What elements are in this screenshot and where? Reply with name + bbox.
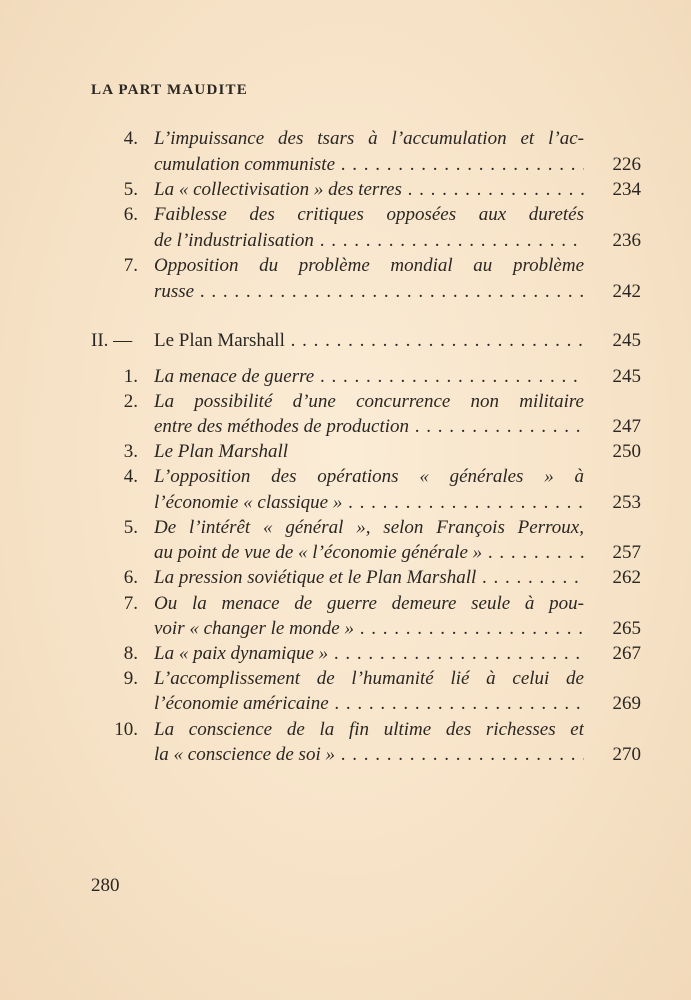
- toc-item-number: 8.: [123, 643, 138, 664]
- toc-line: [0, 567, 691, 593]
- toc-item-number: 1.: [123, 366, 138, 387]
- toc-item-title-continued: au point de vue de « l’économie générale » . . .: [154, 542, 584, 564]
- toc-item-page: 267: [612, 643, 641, 664]
- page-number: 280: [91, 875, 120, 896]
- toc-item-page: 253: [612, 492, 641, 513]
- toc-item-page: 250: [612, 441, 641, 462]
- toc-line: [0, 391, 691, 417]
- toc-line: [0, 744, 691, 770]
- toc-line: [0, 416, 691, 442]
- toc-item-title: La « collectivisation » des terres . . .: [154, 179, 584, 201]
- toc-item-page: 265: [612, 618, 641, 639]
- toc-line: [0, 719, 691, 745]
- toc-item-number: 6.: [123, 204, 138, 225]
- toc-line: [0, 643, 691, 669]
- toc-line: [0, 618, 691, 644]
- toc-item-title: L’impuissance des tsars à l’accumulation et l’ac-: [154, 128, 584, 149]
- toc-item-number: 3.: [123, 441, 138, 462]
- toc-line: [0, 128, 691, 154]
- toc-item-title: La menace de guerre . . .: [154, 366, 584, 388]
- toc-item-title: L’opposition des opérations « générales » à: [154, 466, 584, 487]
- toc-line: [0, 492, 691, 518]
- toc-line: [0, 366, 691, 392]
- toc-item-title: Ou la menace de guerre demeure seule à pou-: [154, 593, 584, 614]
- toc-item-number: 6.: [123, 567, 138, 588]
- toc-item-number: 2.: [123, 391, 138, 412]
- toc-item-number: 7.: [123, 255, 138, 276]
- toc-line: [0, 441, 691, 467]
- toc-item-title: La possibilité d’une concurrence non militaire: [154, 391, 584, 412]
- running-head: LA PART MAUDITE: [91, 82, 248, 98]
- toc-item-page: 242: [612, 281, 641, 302]
- toc-item-title-continued: la « conscience de soi » . . .: [154, 744, 584, 766]
- toc-item-page: 226: [612, 154, 641, 175]
- toc-item-page: 236: [612, 230, 641, 251]
- toc-item-title-continued: voir « changer le monde » . . .: [154, 618, 584, 640]
- toc-item-title: Opposition du problème mondial au problème: [154, 255, 584, 276]
- toc-item-page: 262: [612, 567, 641, 588]
- toc-line: [0, 204, 691, 230]
- toc-item-page: 269: [612, 693, 641, 714]
- toc-item-title-continued: l’économie « classique » . . .: [154, 492, 584, 514]
- toc-item-title-continued: de l’industrialisation . . .: [154, 230, 584, 252]
- toc-item-number: 5.: [123, 517, 138, 538]
- toc-item-number: 5.: [123, 179, 138, 200]
- toc-item-title: L’accomplissement de l’humanité lié à celui de: [154, 668, 584, 689]
- toc-line: [0, 593, 691, 619]
- toc-line: [0, 230, 691, 256]
- toc-line: [0, 668, 691, 694]
- toc-item-page: 257: [612, 542, 641, 563]
- toc-item-title: La conscience de la fin ultime des richesses et: [154, 719, 584, 740]
- toc-line: [0, 542, 691, 568]
- toc-section-line: [0, 330, 691, 356]
- toc-item-title: La pression soviétique et le Plan Marshall . . .: [154, 567, 584, 589]
- toc-item-number: 9.: [123, 668, 138, 689]
- toc-item-page: 234: [612, 179, 641, 200]
- toc-item-page: 245: [612, 366, 641, 387]
- toc-line: [0, 281, 691, 307]
- toc-item-title: Faiblesse des critiques opposées aux duretés: [154, 204, 584, 225]
- toc-item-title: De l’intérêt « général », selon François Perroux,: [154, 517, 584, 538]
- toc-item-title: Le Plan Marshall: [154, 441, 289, 462]
- toc-item-title-continued: l’économie américaine . . .: [154, 693, 584, 715]
- toc-line: [0, 154, 691, 180]
- toc-item-page: 247: [612, 416, 641, 437]
- toc-item-title-continued: entre des méthodes de production . . .: [154, 416, 584, 438]
- toc-item-title: La « paix dynamique » . . .: [154, 643, 584, 665]
- toc-item-number: 4.: [123, 128, 138, 149]
- toc-item-page: 270: [612, 744, 641, 765]
- toc-line: [0, 255, 691, 281]
- toc-section-number: II. —: [91, 330, 133, 351]
- toc-item-number: 4.: [123, 466, 138, 487]
- toc-item-number: 7.: [123, 593, 138, 614]
- toc-line: [0, 517, 691, 543]
- toc-item-title-continued: cumulation communiste . . .: [154, 154, 584, 176]
- toc-item-title-continued: russe . . .: [154, 281, 584, 303]
- toc-line: [0, 466, 691, 492]
- toc-item-number: 10.: [114, 719, 138, 740]
- toc-line: [0, 693, 691, 719]
- toc-line: [0, 179, 691, 205]
- toc-section-title: Le Plan Marshall . . .: [154, 330, 584, 352]
- toc-section-page: 245: [612, 330, 641, 351]
